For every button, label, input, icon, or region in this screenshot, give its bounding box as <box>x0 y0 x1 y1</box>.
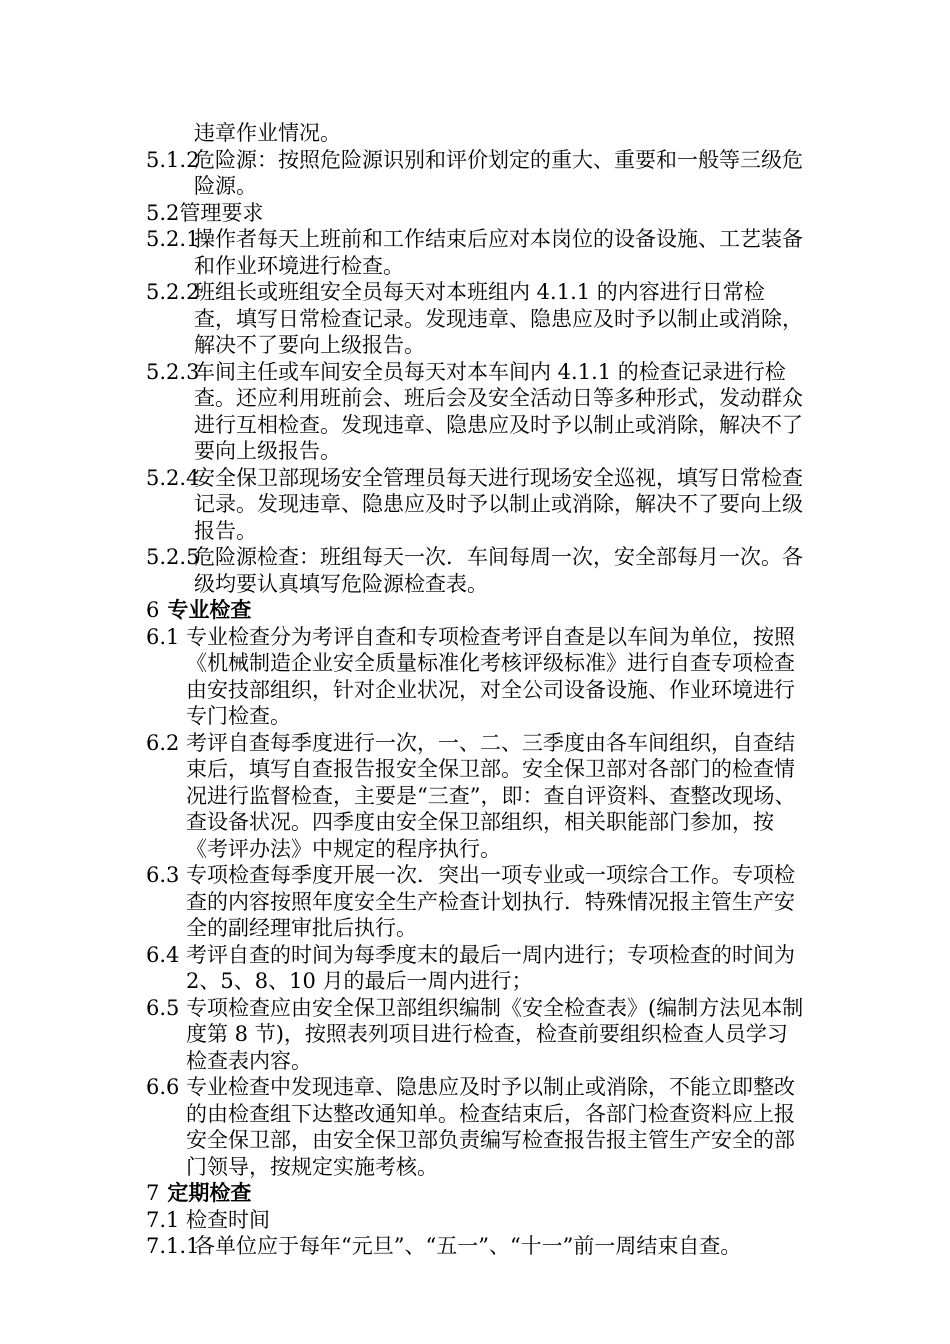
section-title: 定期检查 <box>167 1181 252 1205</box>
clause-6-5 <box>146 995 806 1075</box>
clause-5-1-2 <box>146 147 806 200</box>
clause-text: 专项检查每季度开展一次．突出一项专业或一项综合工作。专项检查的内容按照年度安全生产检查计划执行．特殊情况报主管生产安全的副经理审批后执行。 <box>186 863 795 940</box>
section-heading-6 <box>146 597 806 624</box>
clause-number: 5.2.4 <box>146 465 200 490</box>
clause-6-2 <box>146 730 806 863</box>
clause-text: 安全保卫部现场安全管理员每天进行现场安全巡视，填写日常检查记录。发现违章、隐患应及时予以制止或消除，解决不了要向上级报告。 <box>194 465 803 543</box>
clause-text: 考评自查的时间为每季度末的最后一周内进行；专项检查的时间为 2、5、8、10 月的最后一周内进行； <box>186 942 795 993</box>
clause-number: 5.2.3 <box>146 359 200 384</box>
clause-5-2 <box>146 200 806 227</box>
clause-text: 专业检查分为考评自查和专项检查考评自查是以车间为单位，按照《机械制造企业安全质量标准化考核评级标准》进行自查专项检查由安技部组织，针对企业状况，对全公司设备设施、作业环境进行专门检查。 <box>186 624 795 728</box>
clause-text: 各单位应于每年“元旦”、“五一”、“十一”前一周结束自查。 <box>194 1234 742 1258</box>
clause-6-4 <box>146 942 806 995</box>
clause-text: 操作者每天上班前和工作结束后应对本岗位的设备设施、工艺装备和作业环境进行检查。 <box>194 227 803 278</box>
clause-text: 危险源检查：班组每天一次．车间每周一次，安全部每月一次。各级均要认真填写危险源检查表。 <box>194 545 803 596</box>
clause-text: 考评自查每季度进行一次，一、二、三季度由各车间组织，自查结束后，填写自查报告报安全保卫部。安全保卫部对各部门的检查情况进行监督检查，主要是“三查”，即：查自评资料、查整改现场、查设备状况。四季度由安全保卫部组织，相关职能部门参加，按《考评办法》中规定的程序执行。 <box>186 730 796 861</box>
clause-text: 检查时间 <box>186 1207 270 1232</box>
clause-number: 6.6 <box>146 1075 180 1099</box>
clause-7-1-1 <box>146 1233 806 1260</box>
clause-number: 5.2 <box>146 200 180 225</box>
section-title: 专业检查 <box>167 598 252 622</box>
paragraph-text: 违章作业情况。 <box>194 121 341 145</box>
clause-text: 危险源：按照危险源识别和评价划定的重大、重要和一般等三级危险源。 <box>194 147 803 198</box>
clause-text: 车间主任或车间安全员每天对本车间内 4.1.1 的检查记录进行检查。还应利用班前会、班后会及安全活动日等多种形式，发动群众进行互相检查。发现违章、隐患应及时予以制止或消除，解决不了要向上级报告。 <box>194 359 803 463</box>
clause-number: 5.2.5 <box>146 545 200 569</box>
clause-number: 5.2.2 <box>146 280 200 304</box>
clause-5-2-5 <box>146 544 806 597</box>
section-number: 7 <box>146 1181 160 1205</box>
clause-5-2-4 <box>146 465 806 545</box>
clause-number: 5.1.2 <box>146 147 200 172</box>
clause-number: 6.5 <box>146 995 180 1020</box>
clause-number: 6.3 <box>146 863 180 887</box>
paragraph-continuation <box>146 120 806 147</box>
clause-number: 6.2 <box>146 730 180 755</box>
clause-number: 7.1 <box>146 1207 180 1232</box>
clause-number: 5.2.1 <box>146 227 200 251</box>
clause-5-2-1 <box>146 226 806 279</box>
clause-text: 管理要求 <box>179 200 264 225</box>
clause-number: 6.1 <box>146 624 180 649</box>
clause-6-1 <box>146 624 806 730</box>
clause-text: 班组长或班组安全员每天对本班组内 4.1.1 的内容进行日常检查，填写日常检查记录。发现违章、隐患应及时予以制止或消除，解决不了要向上级报告。 <box>194 280 803 357</box>
clause-text: 专业检查中发现违章、隐患应及时予以制止或消除，不能立即整改的由检查组下达整改通知单。检查结束后，各部门检查资料应上报安全保卫部，由安全保卫部负责编写检查报告报主管生产安全的部门领导，按规定实施考核。 <box>186 1075 795 1179</box>
clause-7-1 <box>146 1207 806 1234</box>
clause-number: 6.4 <box>146 942 180 967</box>
clause-text: 专项检查应由安全保卫部组织编制《安全检查表》(编制方法见本制度第 8 节)，按照表列项目进行检查，检查前要组织检查人员学习检查表内容。 <box>186 995 804 1073</box>
section-heading-7 <box>146 1180 806 1207</box>
clause-5-2-3 <box>146 359 806 465</box>
clause-5-2-2 <box>146 279 806 359</box>
section-number: 6 <box>146 598 160 622</box>
clause-number: 7.1.1 <box>146 1234 200 1258</box>
document-body <box>146 120 806 1260</box>
clause-6-6 <box>146 1074 806 1180</box>
clause-6-3 <box>146 862 806 942</box>
